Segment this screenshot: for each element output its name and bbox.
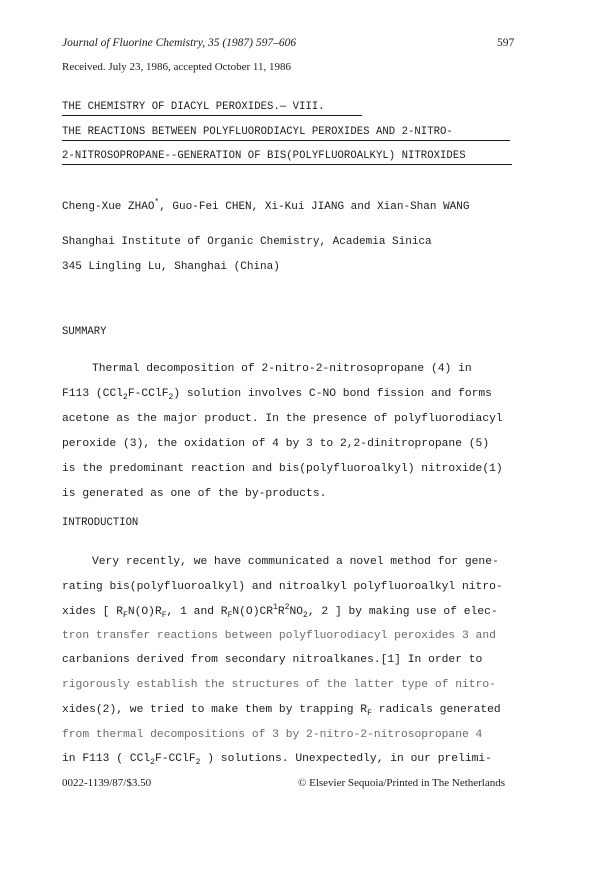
affiliation-line-1: Shanghai Institute of Organic Chemistry, Academia Sinica <box>62 236 432 248</box>
corresponding-author-mark: * <box>154 198 160 207</box>
summary-line-2: F113 (CCl$_2$F-CClF$_2$) solution involves C-NO bond fission and forms <box>62 388 492 402</box>
title-underline-1 <box>62 115 362 116</box>
summary-heading: SUMMARY <box>62 326 107 338</box>
summary-line-4: peroxide (3), the oxidation of 4 by 3 to 2,2-dinitropropane (5) <box>62 438 490 450</box>
intro-line-1: Very recently, we have communicated a novel method for gene- <box>92 556 499 568</box>
intro-line-4: tron transfer reactions between polyfluorodiacyl peroxides 3 and <box>62 630 496 642</box>
title-line-3: 2-NITROSOPROPANE--GENERATION OF BIS(POLYFLUOROALKYL) NITROXIDES <box>62 150 466 162</box>
intro-line-6: rigorously establish the structures of the latter type of nitro- <box>62 679 496 691</box>
title-line-1: THE CHEMISTRY OF DIACYL PEROXIDES.— VIII. <box>62 101 325 113</box>
summary-line-5: is the predominant reaction and bis(polyfluoroalkyl) nitroxide(1) <box>62 463 503 475</box>
title-underline-3 <box>62 164 512 165</box>
intro-line-5: carbanions derived from secondary nitroalkanes.[1] In order to <box>62 654 483 666</box>
footer-publisher: © Elsevier Sequoia/Printed in The Netherlands <box>298 777 506 789</box>
title-line-2: THE REACTIONS BETWEEN POLYFLUORODIACYL PEROXIDES AND 2-NITRO- <box>62 126 453 138</box>
summary-line-6: is generated as one of the by-products. <box>62 488 327 500</box>
journal-citation: Journal of Fluorine Chemistry, 35 (1987) 597–606 <box>62 37 297 49</box>
author-list: Cheng-Xue ZHAO*, Guo-Fei CHEN, Xi-Kui JIANG and Xian-Shan WANG <box>62 198 470 213</box>
page-number: 597 <box>497 37 515 49</box>
received-dates: Received. July 23, 1986, accepted October 11, 1986 <box>62 61 291 73</box>
introduction-heading: INTRODUCTION <box>62 517 139 529</box>
intro-line-7: xides(2), we tried to make them by trapping $R_F$ radicals generated <box>62 704 501 718</box>
intro-line-8: from thermal decompositions of 3 by 2-nitro-2-nitrosopropane 4 <box>62 729 483 741</box>
intro-line-2: rating bis(polyfluoroalkyl) and nitroalkyl polyfluoroalkyl nitro- <box>62 581 503 593</box>
intro-line-9: in F113 ( CCl$_2$F-CClF$_2$ ) solutions. Unexpectedly, in our prelimi- <box>62 753 492 767</box>
footer-code: 0022-1139/87/$3.50 <box>62 777 152 789</box>
summary-line-3: acetone as the major product. In the presence of polyfluorodiacyl <box>62 413 503 425</box>
summary-line-1: Thermal decomposition of 2-nitro-2-nitrosopropane (4) in <box>92 363 472 375</box>
title-underline-2 <box>62 140 510 141</box>
affiliation-line-2: 345 Lingling Lu, Shanghai (China) <box>62 261 280 273</box>
intro-line-3: xides [ $R_FN(O)R_F$, 1 and $R_FN(O)CR^1R^2NO_2$, 2 ] by making use of elec- <box>62 603 498 620</box>
